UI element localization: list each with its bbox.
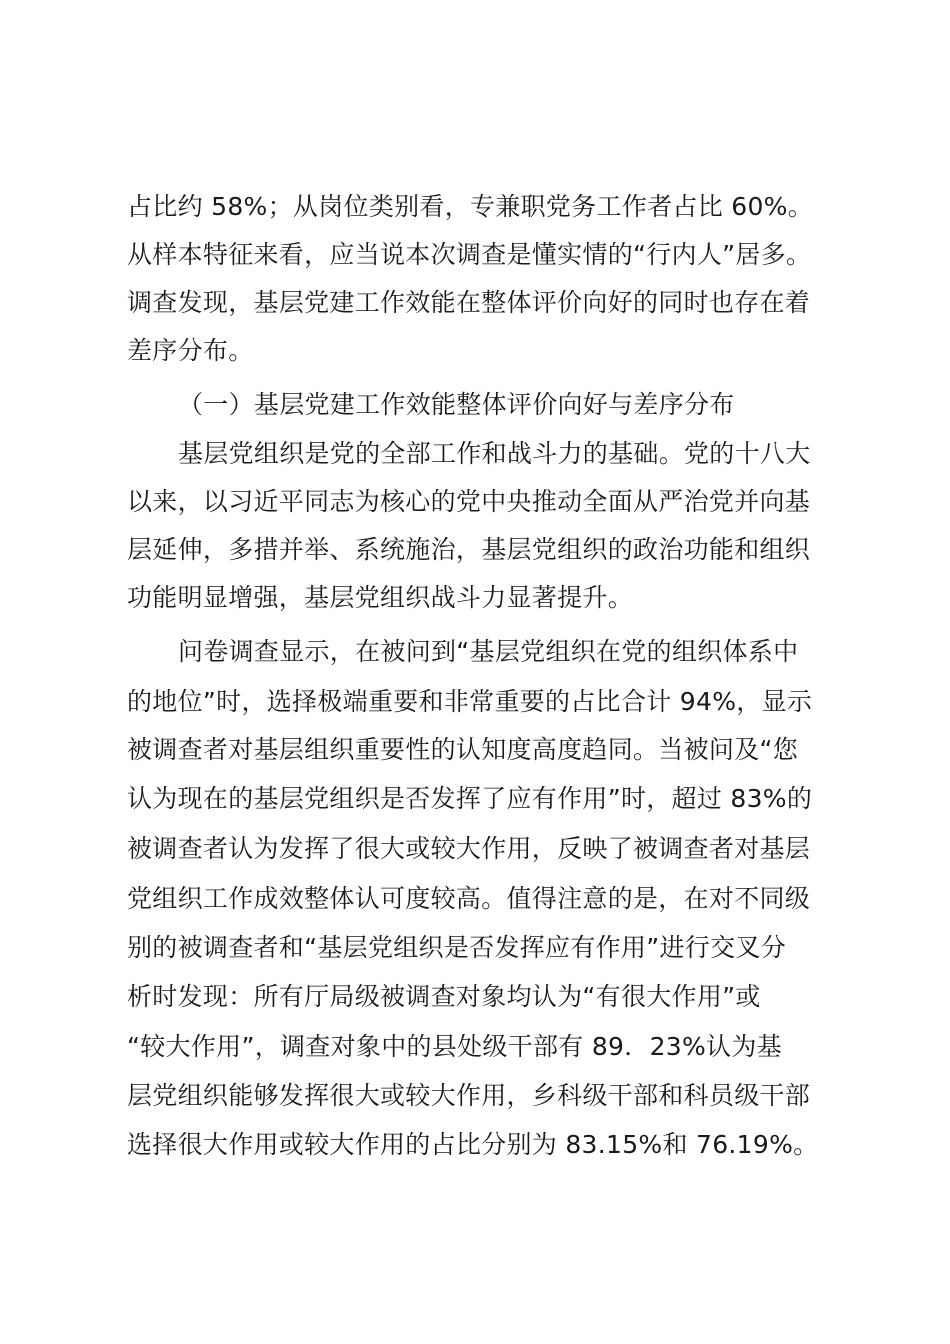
body-text-line: “较大作用”，调查对象中的县处级干部有 89．23%认为基 — [127, 1032, 782, 1061]
body-text-line: 以来，以习近平同志为核心的党中央推动全面从严治党并向基 — [127, 487, 811, 516]
body-text-line: 从样本特征来看，应当说本次调查是懂实情的“行内人”居多。 — [127, 240, 812, 269]
paragraph-first-line: 问卷调查显示，在被问到“基层党组织在党的组织体系中 — [178, 637, 799, 666]
body-text-line: 占比约 58%；从岗位类别看，专兼职党务工作者占比 60%。 — [127, 192, 814, 221]
section-heading: （一）基层党建工作效能整体评价向好与差序分布 — [178, 390, 735, 419]
paragraph-first-line: 基层党组织是党的全部工作和战斗力的基础。党的十八大 — [178, 439, 811, 468]
body-text-line: 被调查者对基层组织重要性的认知度高度趋同。当被问及“您 — [127, 735, 799, 764]
body-text-line: 析时发现：所有厅局级被调查对象均认为“有很大作用”或 — [127, 982, 761, 1011]
body-text-line: 党组织工作成效整体认可度较高。值得注意的是，在对不同级 — [127, 884, 811, 913]
body-text-line: 认为现在的基层党组织是否发挥了应有作用”时，超过 83%的 — [127, 784, 813, 813]
body-text-line: 层党组织能够发挥很大或较大作用，乡科级干部和科员级干部 — [127, 1081, 811, 1110]
body-text-line: 被调查者认为发挥了很大或较大作用，反映了被调查者对基层 — [127, 834, 811, 863]
body-text-line: 差序分布。 — [127, 336, 254, 365]
body-text-line: 功能明显增强，基层党组织战斗力显著提升。 — [127, 583, 634, 612]
body-text-line: 层延伸，多措并举、系统施治，基层党组织的政治功能和组织 — [127, 535, 811, 564]
body-text-line: 选择很大作用或较大作用的占比分别为 83.15%和 76.19%。 — [127, 1130, 819, 1159]
body-text-line: 的地位”时，选择极端重要和非常重要的占比合计 94%，显示 — [127, 687, 813, 716]
body-text-line: 调查发现，基层党建工作效能在整体评价向好的同时也存在着 — [127, 288, 811, 317]
body-text-line: 别的被调查者和“基层党组织是否发挥应有作用”进行交叉分 — [127, 933, 787, 962]
